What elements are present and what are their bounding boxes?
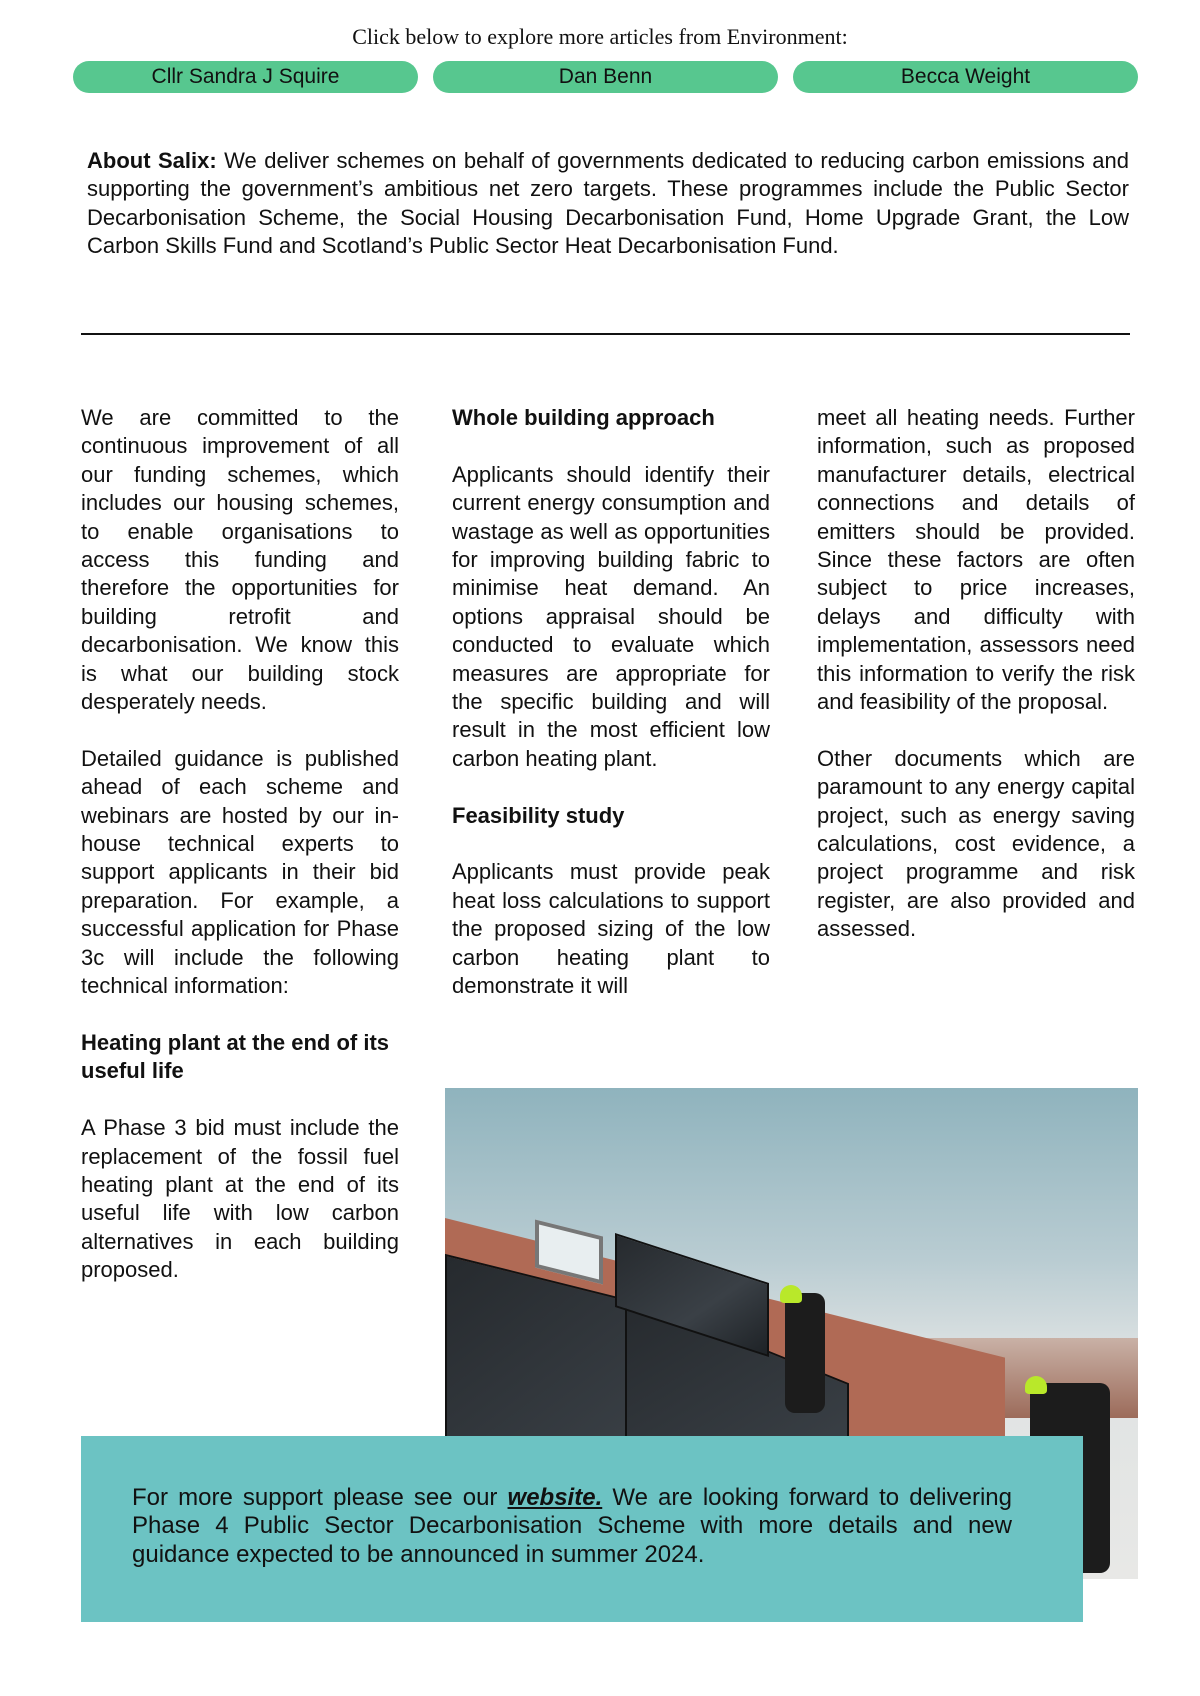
callout-text-start: For more support please see our	[132, 1484, 508, 1511]
callout-text-end: We are looking forward to delivering Phase 4 Public Sector Decarbonisation Scheme with more details and new guidance expected to be announced in summer 2024.	[132, 1484, 1013, 1568]
article-column-3	[817, 404, 1135, 972]
worker	[785, 1293, 825, 1413]
about-label: About Salix:	[87, 148, 217, 173]
article-link-dan-benn[interactable]: Dan Benn	[433, 61, 778, 93]
website-link[interactable]: website.	[507, 1484, 603, 1511]
paragraph: Applicants must provide peak heat loss calculations to support the proposed sizing of the low carbon heating plant to demonstrate it will	[452, 859, 770, 999]
article-link-becca-weight[interactable]: Becca Weight	[793, 61, 1138, 93]
heading-feasibility: Feasibility study	[452, 802, 625, 828]
about-text: We deliver schemes on behalf of governments dedicated to reducing carbon emissions and supporting the government’s ambitious net zero targets. These programmes include the Public Sector Decarbonisation Scheme, the Social Housing Decarbonisation Fund, Home Upgrade Grant, the Low Carbon Skills Fund and Scotland’s Public Sector Heat Decarbonisation Fund.	[87, 148, 1129, 259]
article-column-1	[81, 404, 399, 1313]
divider	[81, 333, 1130, 335]
support-callout	[81, 1436, 1083, 1622]
heading-heating-plant: Heating plant at the end of its useful life	[81, 1029, 390, 1084]
article-column-2	[452, 404, 770, 1029]
paragraph: A Phase 3 bid must include the replacement of the fossil fuel heating plant at the end of its useful life with low carbon alternatives in each building proposed.	[81, 1115, 399, 1283]
paragraph: Detailed guidance is published ahead of each scheme and webinars are hosted by our in-house technical experts to support applicants in their bid preparation. For example, a successful application for Phase 3c will include the following technical information:	[81, 745, 399, 999]
about-salix	[87, 147, 1129, 261]
paragraph: We are committed to the continuous improvement of all our funding schemes, which includes our housing schemes, to enable organisations to access this funding and therefore the opportunities for building retrofit and decarbonisation. We know this is what our building stock desperately needs.	[81, 405, 399, 715]
heading-whole-building: Whole building approach	[452, 405, 715, 430]
callout-text	[132, 1484, 1012, 1569]
helmet	[780, 1285, 802, 1303]
paragraph: meet all heating needs. Further information, such as proposed manufacturer details, electrical connections and details of emitters should be provided. Since these factors are often subject to price increases, delays and difficulty with implementation, assessors need this information to verify the risk and feasibility of the proposal.	[817, 405, 1135, 715]
helmet	[1025, 1376, 1047, 1394]
article-link-cllr-sandra-j-squire[interactable]: Cllr Sandra J Squire	[73, 61, 418, 93]
explore-heading: Click below to explore more articles from Environment:	[352, 24, 848, 49]
paragraph: Other documents which are paramount to any energy capital project, such as energy saving calculations, cost evidence, a project programme and risk register, are also provided and assessed.	[817, 745, 1135, 942]
paragraph: Applicants should identify their current energy consumption and wastage as well as opportunities for improving building fabric to minimise heat demand. An options appraisal should be conducted to evaluate which measures are appropriate for the specific building and will result in the most efficient low carbon heating plant.	[452, 461, 770, 771]
